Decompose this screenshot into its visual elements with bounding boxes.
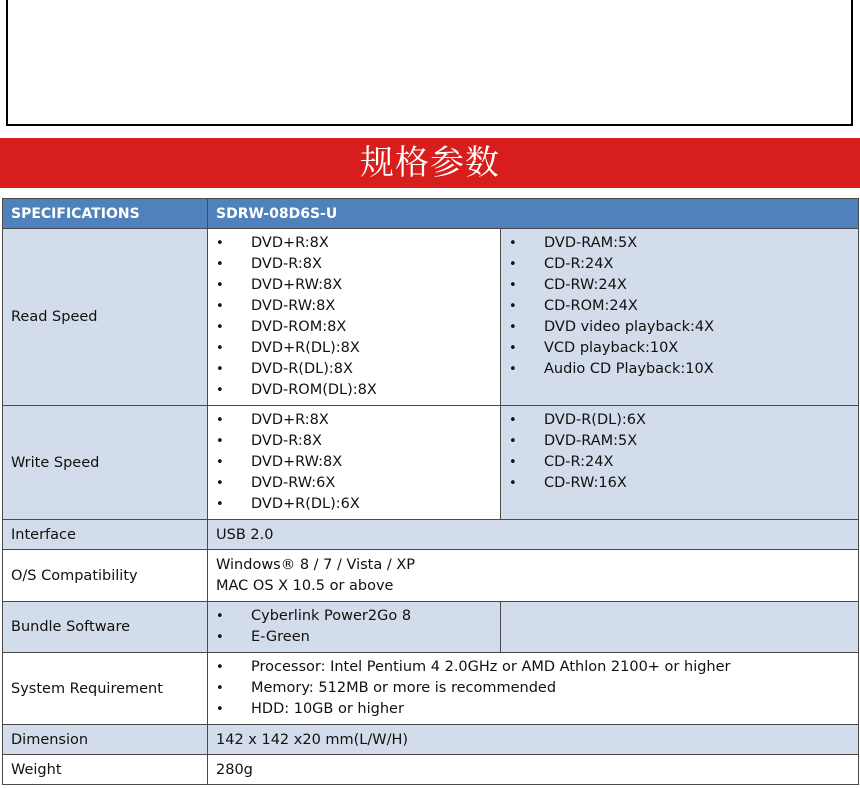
system-requirement-item: • Memory: 512MB or more is recommended <box>208 678 858 699</box>
os-line: MAC OS X 10.5 or above <box>216 577 394 594</box>
value-os-compatibility <box>208 550 859 602</box>
read-speed-right <box>501 229 859 406</box>
write-speed-item: • DVD+R(DL):6X <box>208 494 500 515</box>
system-requirement-list <box>208 653 859 725</box>
read-speed-left <box>208 229 501 406</box>
value-interface: USB 2.0 <box>208 520 859 550</box>
write-speed-right <box>501 406 859 520</box>
read-speed-item: • CD-ROM:24X <box>501 296 858 317</box>
bundle-software-item: • Cyberlink Power2Go 8 <box>208 606 500 627</box>
label-os-compatibility: O/S Compatibility <box>3 550 208 602</box>
system-requirement-list <box>208 653 858 724</box>
system-requirement-item: • HDD: 10GB or higher <box>208 699 858 720</box>
row-weight <box>3 755 859 785</box>
write-speed-item: • DVD-RAM:5X <box>501 431 858 452</box>
header-specifications: SPECIFICATIONS <box>3 199 208 229</box>
row-write-speed <box>3 406 859 520</box>
read-speed-item: • DVD+RW:8X <box>208 275 500 296</box>
read-speed-item: • DVD-ROM:8X <box>208 317 500 338</box>
read-speed-item: • DVD-RW:8X <box>208 296 500 317</box>
value-weight: 280g <box>208 755 859 785</box>
read-speed-item: • DVD-RAM:5X <box>501 233 858 254</box>
bundle-software-item: • E-Green <box>208 627 500 648</box>
write-speed-item: • DVD-RW:6X <box>208 473 500 494</box>
read-speed-item: • DVD-R:8X <box>208 254 500 275</box>
row-system-requirement <box>3 653 859 725</box>
read-speed-item: • Audio CD Playback:10X <box>501 359 858 380</box>
row-os-compatibility <box>3 550 859 602</box>
read-speed-item: • VCD playback:10X <box>501 338 858 359</box>
spec-banner-title: 规格参数 <box>0 138 860 188</box>
label-read-speed: Read Speed <box>3 229 208 406</box>
read-speed-item: • CD-R:24X <box>501 254 858 275</box>
read-speed-item: • CD-RW:24X <box>501 275 858 296</box>
bundle-software-empty <box>501 602 859 653</box>
write-speed-item: • DVD-R(DL):6X <box>501 410 858 431</box>
row-read-speed <box>3 229 859 406</box>
bundle-software-list <box>208 602 500 652</box>
top-image-frame <box>6 0 853 126</box>
row-bundle-software <box>3 602 859 653</box>
row-interface <box>3 520 859 550</box>
read-speed-item: • DVD-ROM(DL):8X <box>208 380 500 401</box>
read-speed-item: • DVD+R:8X <box>208 233 500 254</box>
label-bundle-software: Bundle Software <box>3 602 208 653</box>
read-speed-item: • DVD+R(DL):8X <box>208 338 500 359</box>
label-system-requirement: System Requirement <box>3 653 208 725</box>
row-dimension <box>3 725 859 755</box>
value-dimension: 142 x 142 x20 mm(L/W/H) <box>208 725 859 755</box>
header-model: SDRW-08D6S-U <box>208 199 859 229</box>
label-dimension: Dimension <box>3 725 208 755</box>
write-speed-item: • DVD+RW:8X <box>208 452 500 473</box>
label-write-speed: Write Speed <box>3 406 208 520</box>
write-speed-list <box>208 406 500 519</box>
label-interface: Interface <box>3 520 208 550</box>
system-requirement-item: • Processor: Intel Pentium 4 2.0GHz or AMD Athlon 2100+ or higher <box>208 657 858 678</box>
table-header-row <box>3 199 859 229</box>
read-speed-item: • DVD video playback:4X <box>501 317 858 338</box>
write-speed-item: • DVD-R:8X <box>208 431 500 452</box>
write-speed-list <box>501 406 858 498</box>
write-speed-item: • CD-R:24X <box>501 452 858 473</box>
bundle-software-list <box>208 602 501 653</box>
write-speed-left <box>208 406 501 520</box>
read-speed-list <box>208 229 500 405</box>
os-line: Windows® 8 / 7 / Vista / XP <box>216 556 416 573</box>
write-speed-item: • CD-RW:16X <box>501 473 858 494</box>
label-weight: Weight <box>3 755 208 785</box>
read-speed-list <box>501 229 858 384</box>
write-speed-item: • DVD+R:8X <box>208 410 500 431</box>
read-speed-item: • DVD-R(DL):8X <box>208 359 500 380</box>
spec-table <box>2 198 859 785</box>
